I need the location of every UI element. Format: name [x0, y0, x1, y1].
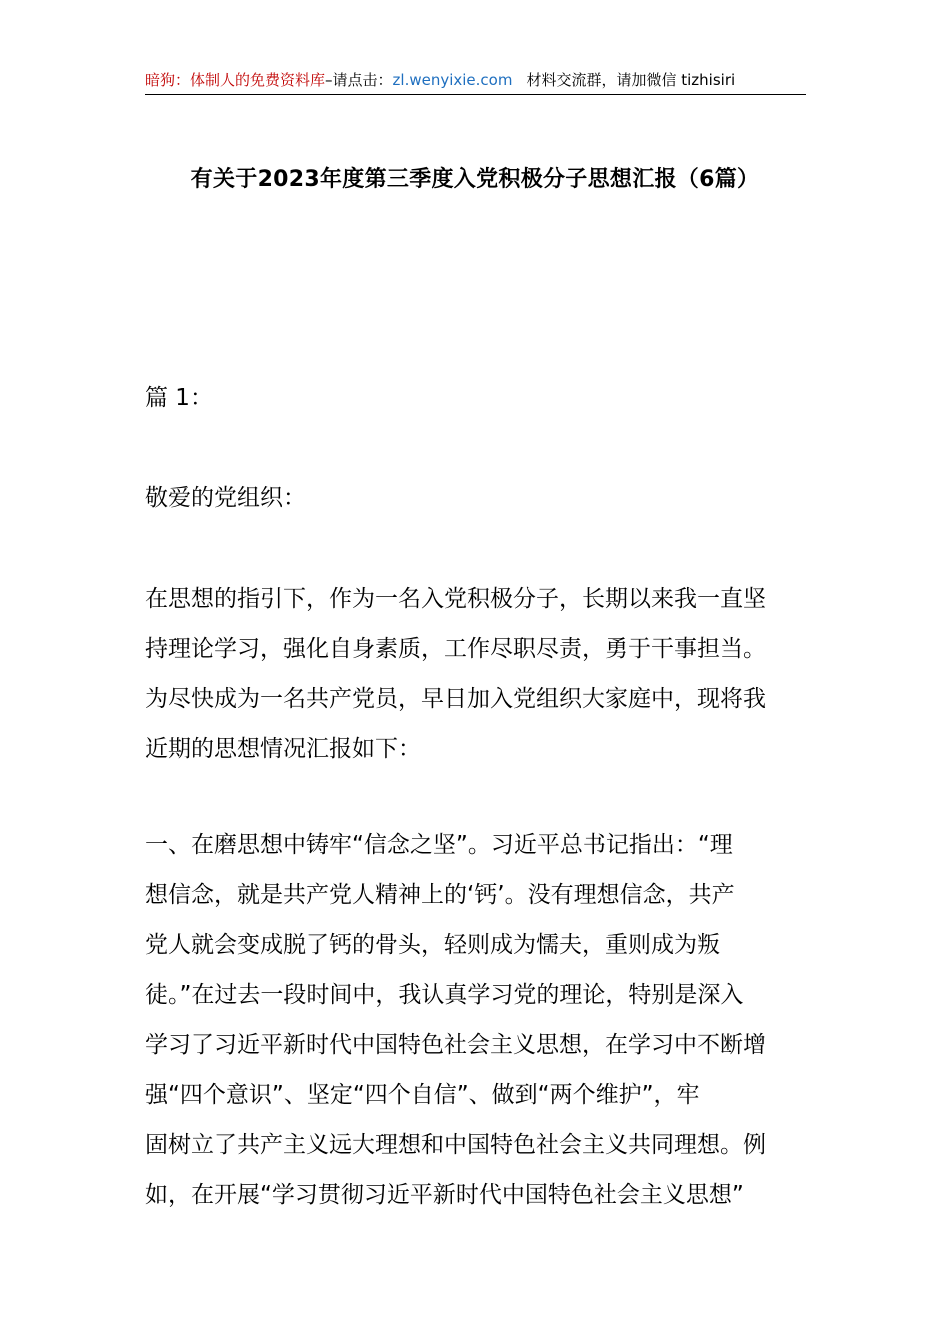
section-label: 篇 1：: [145, 385, 213, 411]
paragraph-line: 党人就会变成脱了钙的骨头，轻则成为懦夫，重则成为叛: [145, 932, 720, 958]
page-header: [145, 66, 806, 95]
paragraph-line: 近期的思想情况汇报如下：: [145, 736, 421, 762]
salutation: 敬爱的党组织：: [145, 485, 306, 511]
paragraph-intro: [145, 574, 805, 774]
paragraph-line: 一、在磨思想中铸牢“信念之坚”。习近平总书记指出：“理: [145, 832, 733, 858]
paragraph-line: 强“四个意识”、坚定“四个自信”、做到“两个维护”，牢: [145, 1082, 700, 1108]
document-title: 有关于2023年度第三季度入党积极分子思想汇报（6篇）: [190, 167, 760, 192]
header-group-text: 材料交流群，请加微信 tizhisiri: [526, 71, 736, 89]
header-url-link[interactable]: zl.wenyixie.com: [392, 71, 513, 89]
paragraph-line: 在思想的指引下，作为一名入党积极分子，长期以来我一直坚: [145, 586, 766, 612]
paragraph-line: 徒。”在过去一段时间中，我认真学习党的理论，特别是深入: [145, 982, 744, 1008]
header-prompt-text: –请点击：: [325, 71, 393, 89]
paragraph-line: 固树立了共产主义远大理想和中国特色社会主义共同理想。例: [145, 1132, 766, 1158]
paragraph-line: 学习了习近平新时代中国特色社会主义思想，在学习中不断增: [145, 1032, 766, 1058]
header-promo-text: 暗狗：体制人的免费资料库: [145, 71, 326, 89]
paragraph-line: 持理论学习，强化自身素质，工作尽职尽责，勇于干事担当。: [145, 636, 766, 662]
paragraph-line: 想信念，就是共产党人精神上的‘钙’。没有理想信念，共产: [145, 882, 735, 908]
paragraph-line: 为尽快成为一名共产党员，早日加入党组织大家庭中，现将我: [145, 686, 766, 712]
paragraph-line: 如，在开展“学习贯彻习近平新时代中国特色社会主义思想”: [145, 1182, 744, 1208]
paragraph-section-one: [145, 820, 805, 1220]
